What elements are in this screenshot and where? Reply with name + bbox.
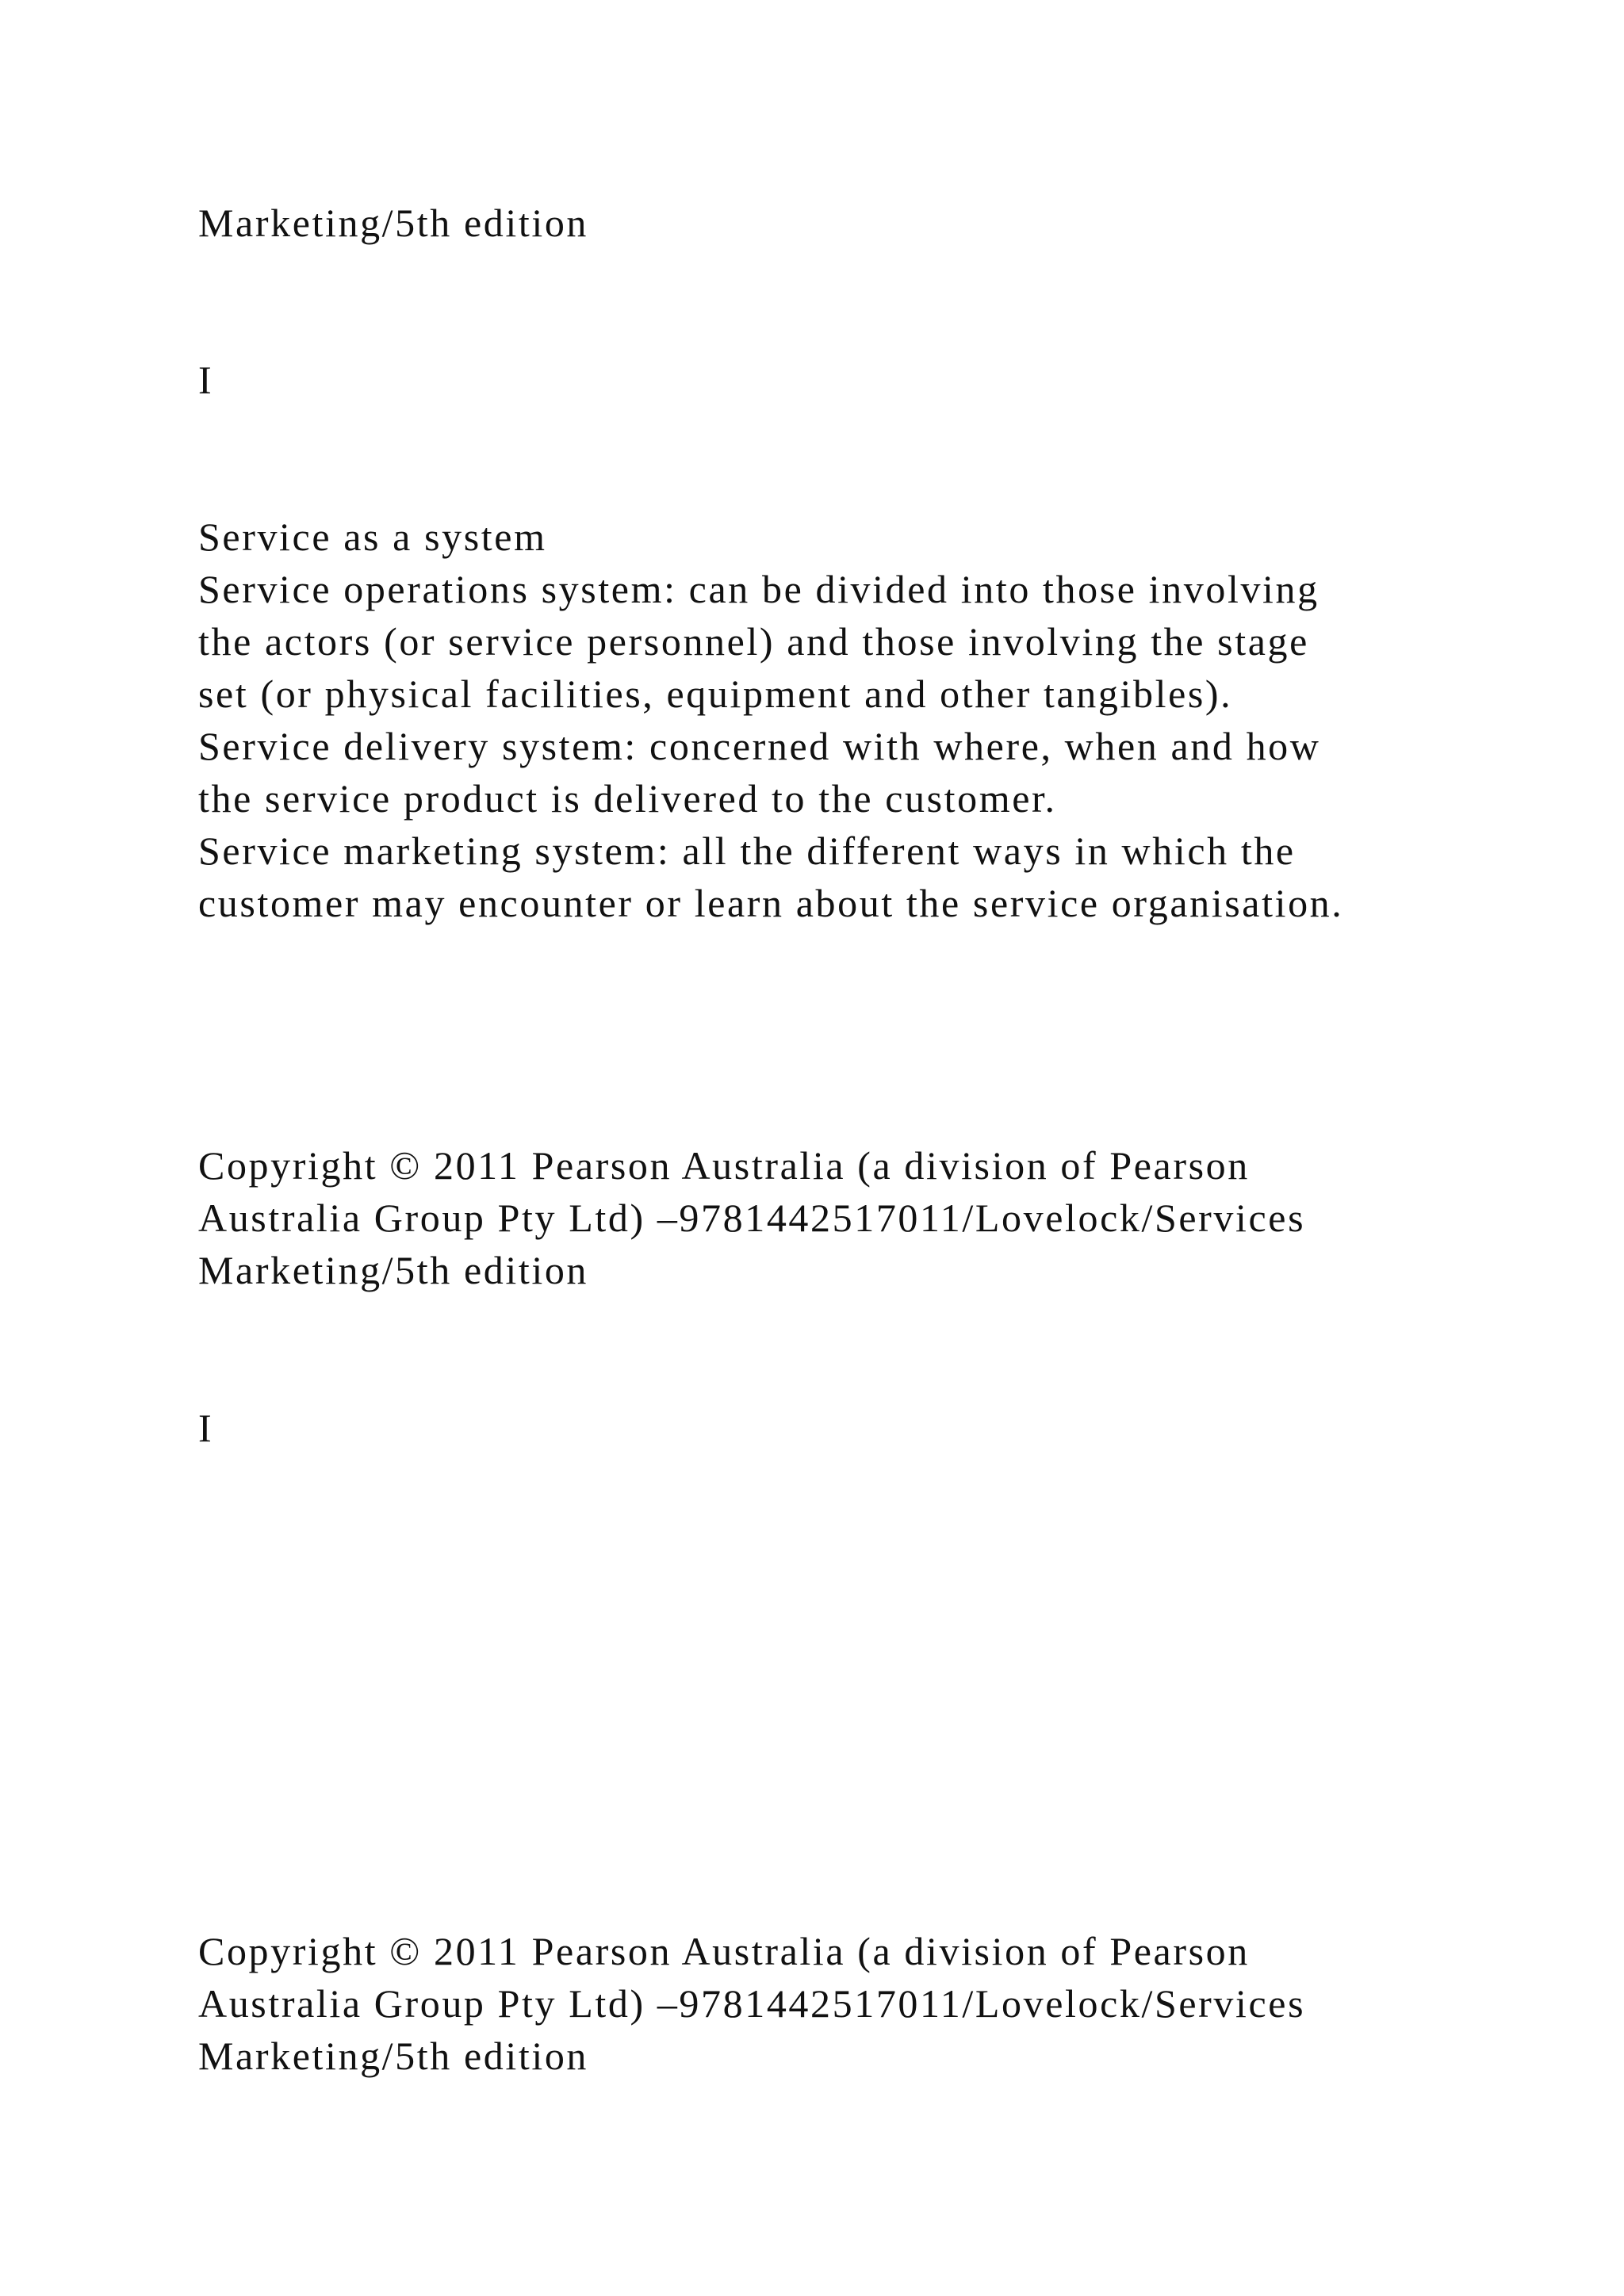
body-line: Service operations system: can be divided into those involving (198, 567, 1320, 611)
copyright-line: Marketing/5th edition (198, 2034, 589, 2078)
body-line: Service marketing system: all the different ways in which the (198, 828, 1296, 873)
body-line: the service product is delivered to the customer. (198, 776, 1057, 821)
copyright-line: Copyright © 2011 Pearson Australia (a division of Pearson (198, 1143, 1250, 1188)
copyright-line: Copyright © 2011 Pearson Australia (a division of Pearson (198, 1929, 1250, 1973)
copyright-line: Australia Group Pty Ltd) –9781442517011/Lovelock/Services (198, 1981, 1306, 2026)
body-line: the actors (or service personnel) and those involving the stage (198, 619, 1309, 664)
body-line: set (or physical facilities, equipment and other tangibles). (198, 672, 1233, 716)
body-line: Service delivery system: concerned with where, when and how (198, 724, 1321, 768)
body-line: customer may encounter or learn about the service organisation. (198, 881, 1344, 925)
slide-heading: Service as a system (198, 515, 547, 559)
edition-fragment: Marketing/5th edition (198, 201, 589, 245)
copyright-line: Marketing/5th edition (198, 1248, 589, 1292)
copyright-line: Australia Group Pty Ltd) –9781442517011/Lovelock/Services (198, 1196, 1306, 1240)
slide-marker: I (198, 1406, 214, 1450)
slide-marker: I (198, 358, 214, 402)
